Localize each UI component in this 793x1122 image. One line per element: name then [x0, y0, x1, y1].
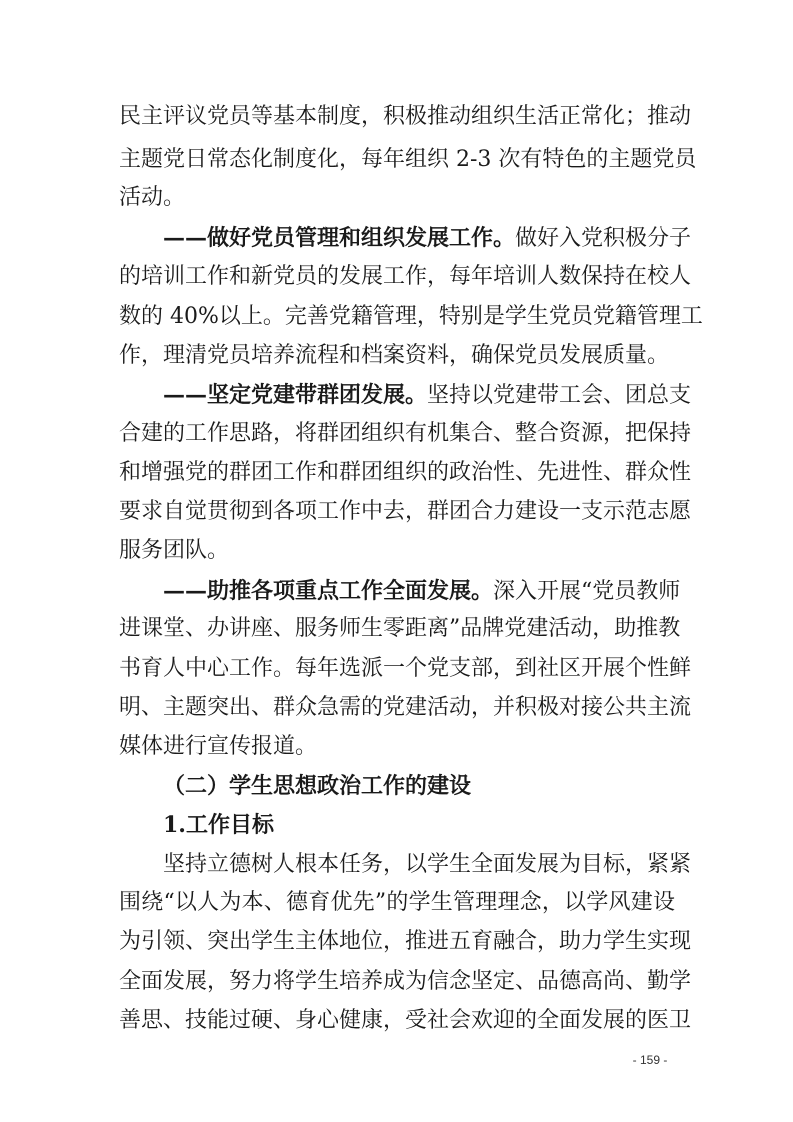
paragraph-line: 全面发展，努力将学生培养成为信念坚定、品德高尚、勤学: [119, 969, 692, 994]
paragraph-lead-bold: ——做好党员管理和组织发展工作。: [163, 225, 516, 251]
paragraph-line: 为引领、突出学生主体地位，推进五育融合，助力学生实现: [119, 929, 692, 954]
paragraph-line: 明、主题突出、群众急需的党建活动，并积极对接公共主流: [119, 695, 692, 720]
paragraph-line: 围绕“以人为本、德育优先”的学生管理理念，以学风建设: [119, 890, 675, 915]
paragraph-line: 书育人中心工作。每年选派一个党支部，到社区开展个性鲜: [119, 656, 692, 681]
paragraph-line: 服务团队。: [119, 538, 230, 563]
paragraph-first-line: [163, 224, 692, 253]
paragraph-first-line: [163, 577, 681, 606]
paragraph-text: 做好入党积极分子: [515, 226, 692, 251]
paragraph-lead-bold: ——助推各项重点工作全面发展。: [163, 578, 494, 604]
paragraph-line: 善思、技能过硬、身心健康，受社会欢迎的全面发展的医卫: [119, 1008, 692, 1033]
paragraph-text: 坚持以党建带工会、团总支: [427, 383, 692, 408]
page-number: - 159 -: [632, 1053, 668, 1067]
paragraph-line: 合建的工作思路，将群团组织有机集合、整合资源，把保持: [119, 421, 692, 446]
paragraph-line: 作，理清党员培养流程和档案资料，确保党员发展质量。: [119, 343, 670, 368]
paragraph-line: 民主评议党员等基本制度，积极推动组织生活正常化；推动: [119, 104, 692, 129]
paragraph-line: 的培训工作和新党员的发展工作，每年培训人数保持在校人: [119, 264, 692, 289]
sub-heading: 1.工作目标: [163, 812, 274, 838]
paragraph-text: 深入开展“党员教师: [493, 579, 681, 604]
paragraph-first-line: 坚持立德树人根本任务，以学生全面发展为目标，紧紧: [163, 852, 692, 877]
section-heading: （二）学生思想政治工作的建设: [163, 773, 472, 799]
paragraph-line: 数的 40%以上。完善党籍管理，特别是学生党员党籍管理工: [119, 304, 703, 329]
paragraph-line: 媒体进行宣传报道。: [119, 734, 318, 759]
paragraph-lead-bold: ——坚定党建带群团发展。: [163, 382, 428, 408]
paragraph-line: 主题党日常态化制度化，每年组织 2-3 次有特色的主题党员: [119, 147, 697, 172]
paragraph-line: 进课堂、办讲座、服务师生零距离”品牌党建活动，助推教: [119, 616, 681, 641]
paragraph-first-line: [163, 381, 692, 410]
paragraph-line: 和增强党的群团工作和群团组织的政治性、先进性、群众性: [119, 460, 692, 485]
paragraph-line: 活动。: [119, 185, 186, 210]
paragraph-line: 要求自觉贯彻到各项工作中去，群团合力建设一支示范志愿: [119, 499, 692, 524]
